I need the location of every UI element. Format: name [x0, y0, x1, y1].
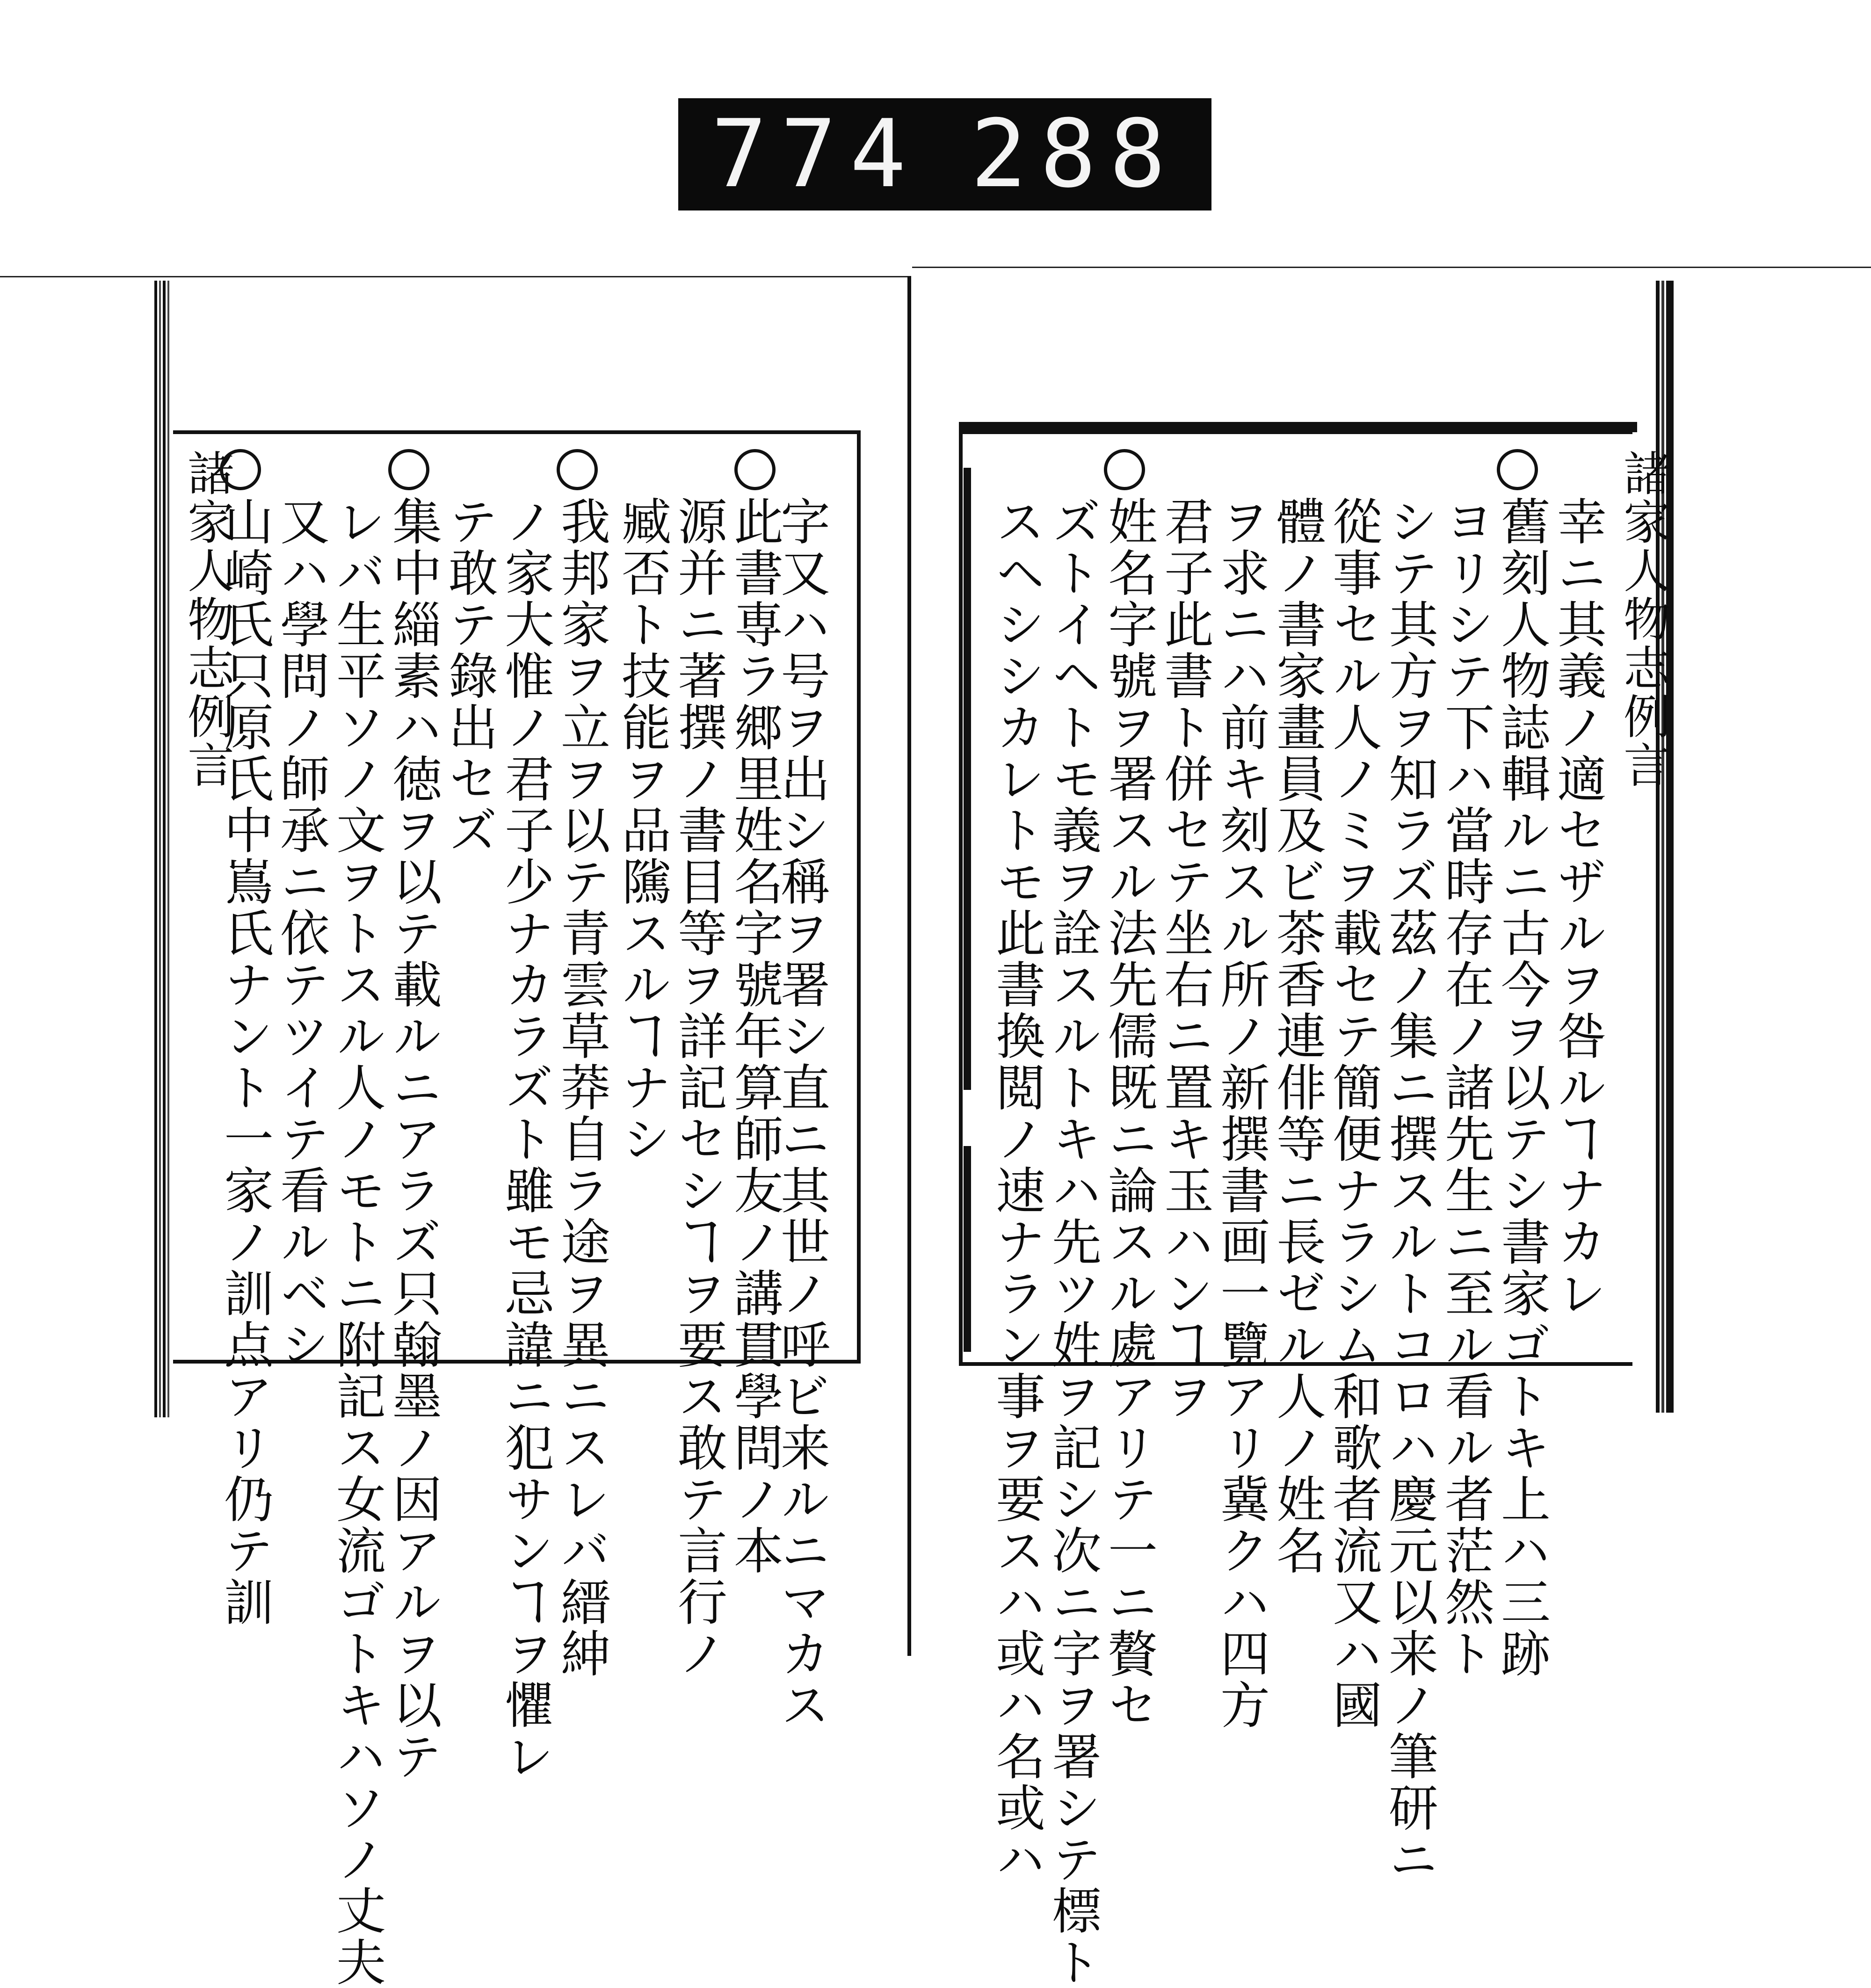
right-col-1: 幸ニ其義ノ適セザルヲ咎ルヿナカレ: [1549, 496, 1607, 1319]
right-bullet-2: [1104, 449, 1145, 490]
right-page-title: 諸家人物志例言: [1616, 449, 1670, 790]
frame-number-label: [678, 98, 1211, 210]
right-col-7: ヲ求ニハ前キ刻スル所ノ新撰書画一覽アリ冀クハ四方: [1212, 496, 1270, 1731]
left-bullet-1: [734, 449, 776, 490]
left-col-6: ノ家大惟ノ君子少ナカラズト雖モ忌諱ニ犯サンヿヲ懼レ: [497, 496, 554, 1782]
right-col-9: 姓名字號ヲ署スル法先儒既ニ論スル處アリテ一ニ贅セ: [1100, 496, 1158, 1731]
frame-number-right: 288: [970, 100, 1179, 209]
left-col-4: 臧否ト技能ヲ品隲スルヿナシ: [614, 496, 671, 1165]
right-col-8: 君子此書ト併セテ坐右ニ置キ玉ハンヿヲ: [1156, 496, 1214, 1422]
right-col-2: 舊刻人物誌輯ルニ古今ヲ以テシ書家ゴトキ上ハ三跡: [1493, 496, 1551, 1679]
left-col-3: 源并ニ著撰ノ書目等ヲ詳記セシヿヲ要ス敢テ言行ノ: [670, 496, 727, 1679]
left-col-10: 又ハ學問ノ師承ニ依テツイテ看ルベシ: [272, 496, 330, 1371]
left-bullet-3: [388, 449, 429, 490]
right-frame-inner-bar-top: [964, 468, 971, 1090]
center-gutter: [907, 276, 911, 1656]
right-col-5: 從事セル人ノミヲ載セテ簡便ナラシム和歌者流又ハ國: [1325, 496, 1382, 1731]
left-col-1: 字又ハ号ヲ出シ稱ヲ署シ直ニ其世ノ呼ビ来ルニマカス: [773, 496, 830, 1731]
frame-number-left: 774: [711, 100, 920, 209]
scan-edge-right: [912, 267, 1871, 268]
left-col-11: 山崎氏只原氏中嶌氏ナント一家ノ訓点アリ仍テ訓: [216, 496, 274, 1628]
left-col-5: 我邦家ヲ立ヲ以テ青雲草莽自ラ途ヲ異ニスレバ縉紳: [553, 496, 610, 1679]
left-col-7: テ敢テ錄出セズ: [441, 496, 498, 856]
left-col-9: レバ生平ソノ文ヲトスル人ノモトニ附記ス女流ゴトキハソノ丈夫: [328, 496, 386, 1988]
left-page-title: 諸家人物志例言: [180, 449, 234, 790]
right-col-10: ズトイヘトモ義ヲ詮スルトキハ先ツ姓ヲ記シ次ニ字ヲ署シテ標ト: [1044, 496, 1102, 1988]
right-col-6: 體ノ書家畫員及ビ茶香連俳等ニ長ゼル人ノ姓名: [1269, 496, 1326, 1576]
scan-edge-left: [0, 276, 907, 277]
left-col-8: 集中緇素ハ徳ヲ以テ載ルニアラズ只翰墨ノ因アルヲ以テ: [384, 496, 442, 1782]
right-frame-inner-bar-bottom: [964, 1146, 971, 1352]
right-col-4: シテ其方ヲ知ラズ茲ノ集ニ撰スルトコロハ慶元以来ノ筆研ニ: [1381, 496, 1438, 1885]
left-bullet-2: [557, 449, 598, 490]
right-bullet-1: [1497, 449, 1538, 490]
left-col-2: 此書専ラ郷里姓名字號年算師友ノ講貫學問ノ本: [726, 496, 783, 1576]
left-binding-edge: [154, 281, 170, 1417]
right-col-3: ヨリシテ下ハ當時存在ノ諸先生ニ至ル看ル者茫然ト: [1437, 496, 1494, 1679]
right-col-11: スヘシシカレトモ此書換閲ノ速ナラン事ヲ要スハ或ハ名或ハ: [988, 496, 1045, 1885]
left-bullet-4: [220, 449, 261, 490]
